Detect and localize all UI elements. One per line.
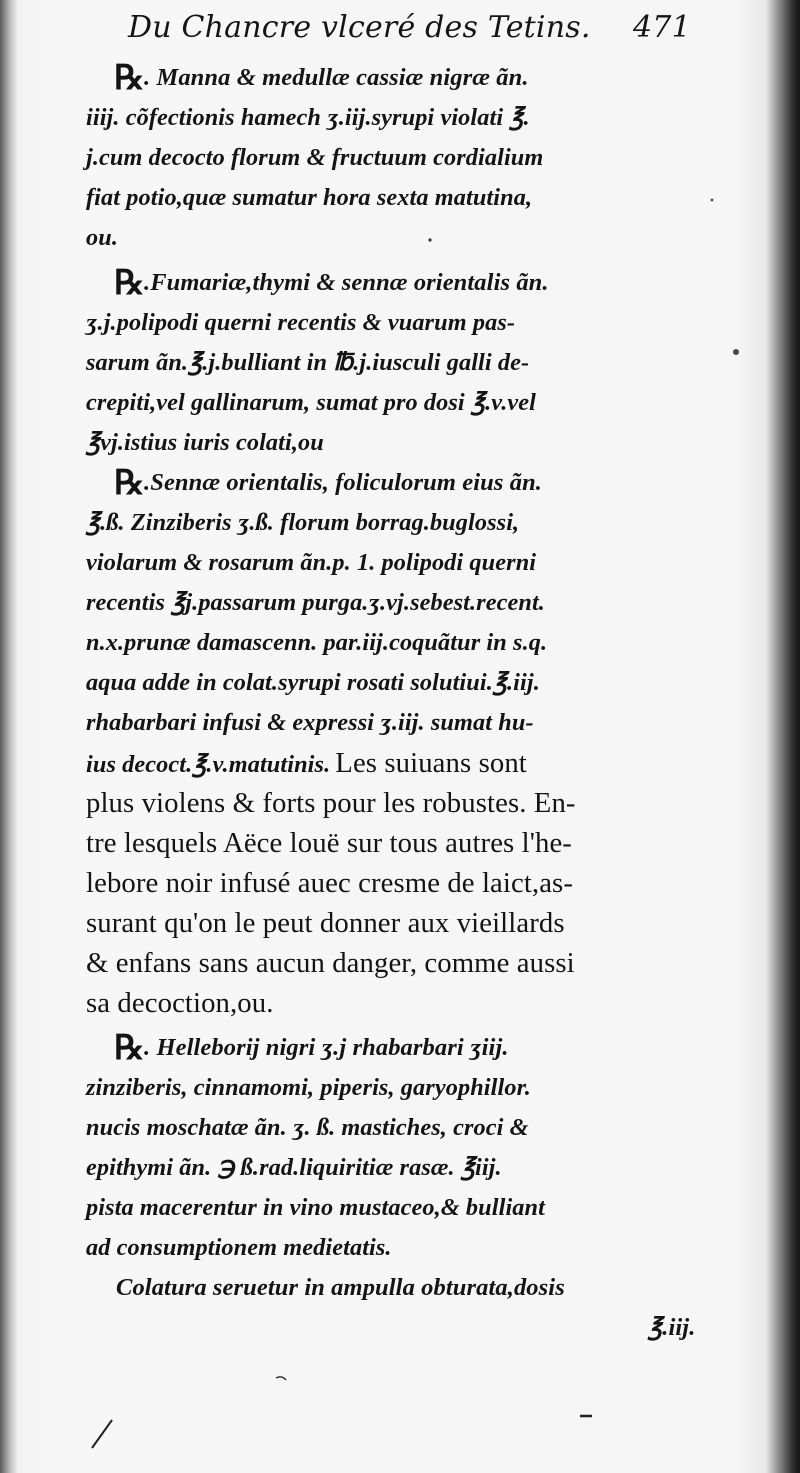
line-text: .Fumariæ,thymi & sennæ orientalis ãn. — [144, 269, 549, 296]
text-line: sa decoction,ou. — [86, 987, 274, 1019]
text-line: lebore noir infusé auec cresme de laict,as- — [86, 867, 574, 899]
page-edge-shadow — [766, 0, 800, 1473]
line-text-roman: Les suiuans sont — [335, 747, 527, 779]
running-head-title: Du Chancre vlceré des Tetins. — [128, 10, 591, 45]
recipe-symbol: ℞ — [114, 463, 145, 503]
line-text: .Sennæ orientalis, foliculorum eius ãn. — [144, 469, 543, 496]
running-head — [128, 10, 708, 50]
line-text: . Manna & medullæ cassiæ nigræ ãn. — [144, 64, 529, 91]
text-line: ʒ.j.polipodi querni recentis & vuarum pas- — [86, 309, 516, 336]
text-line: sarum ãn.℥.j.bulliant in ℔.j.iusculi galli de- — [86, 349, 530, 376]
text-line: n.x.prunæ damascenn. par.iij.coquãtur in s.q. — [86, 629, 548, 656]
text-line — [114, 263, 714, 303]
text-line: crepiti,vel gallinarum, sumat pro dosi ℥.v.vel — [86, 389, 536, 416]
text-line — [114, 1028, 714, 1068]
text-line: pista macerentur in vino mustaceo,& bulliant — [86, 1194, 545, 1221]
recipe-symbol: ℞ — [114, 1028, 145, 1068]
text-line: tre lesquels Aëce louë sur tous autres l'he- — [86, 827, 572, 859]
line-text-italic: ius decoct.℥.v.matutinis. — [86, 751, 331, 778]
text-line: plus violens & forts pour les robustes. En- — [86, 787, 576, 819]
text-line: recentis ℥j.passarum purga.ʒ.vj.sebest.recent. — [86, 589, 545, 616]
text-line: & enfans sans aucun danger, comme aussi — [86, 947, 575, 979]
text-line: ℥.iij. — [648, 1314, 696, 1341]
text-line: Colatura seruetur in ampulla obturata,dosis — [116, 1274, 565, 1301]
text-line: j.cum decocto florum & fructuum cordialium — [86, 144, 544, 171]
text-line — [114, 58, 714, 98]
text-line: rhabarbari infusi & expressi ʒ.iij. sumat hu- — [86, 709, 534, 736]
text-line: fiat potio,quæ sumatur hora sexta matutina, — [86, 184, 533, 211]
text-line: aqua adde in colat.syrupi rosati solutiui.℥.iij. — [86, 669, 540, 696]
text-line: violarum & rosarum ãn.p. 1. polipodi querni — [86, 549, 537, 576]
text-line: nucis moschatæ ãn. ʒ. ß. mastiches, croci & — [86, 1114, 529, 1141]
text-line: ad consumptionem medietatis. — [86, 1234, 392, 1261]
recipe-symbol: ℞ — [114, 263, 145, 303]
text-line: epithymi ãn. ℈ ß.rad.liquiritiæ rasæ. ℥iij. — [86, 1154, 502, 1181]
text-line — [114, 463, 714, 503]
text-line: iiij. cõfectionis hamech ʒ.iij.syrupi violati ℥. — [86, 104, 530, 131]
line-text: . Helleborij nigri ʒ.j rhabarbari ʒiij. — [144, 1034, 509, 1061]
text-line: zinziberis, cinnamomi, piperis, garyophillor. — [86, 1074, 531, 1101]
page-number: 471 — [633, 10, 691, 45]
text-line: surant qu'on le peut donner aux vieillards — [86, 907, 565, 939]
text-line: ou. — [86, 224, 119, 251]
recipe-symbol: ℞ — [114, 58, 145, 98]
gutter-shadow — [0, 0, 18, 1473]
text-line: ℥vj.istius iuris colati,ou — [86, 429, 324, 456]
text-line: ℥.ß. Zinziberis ʒ.ß. florum borrag.buglossi, — [86, 509, 520, 536]
text-line — [86, 743, 720, 783]
